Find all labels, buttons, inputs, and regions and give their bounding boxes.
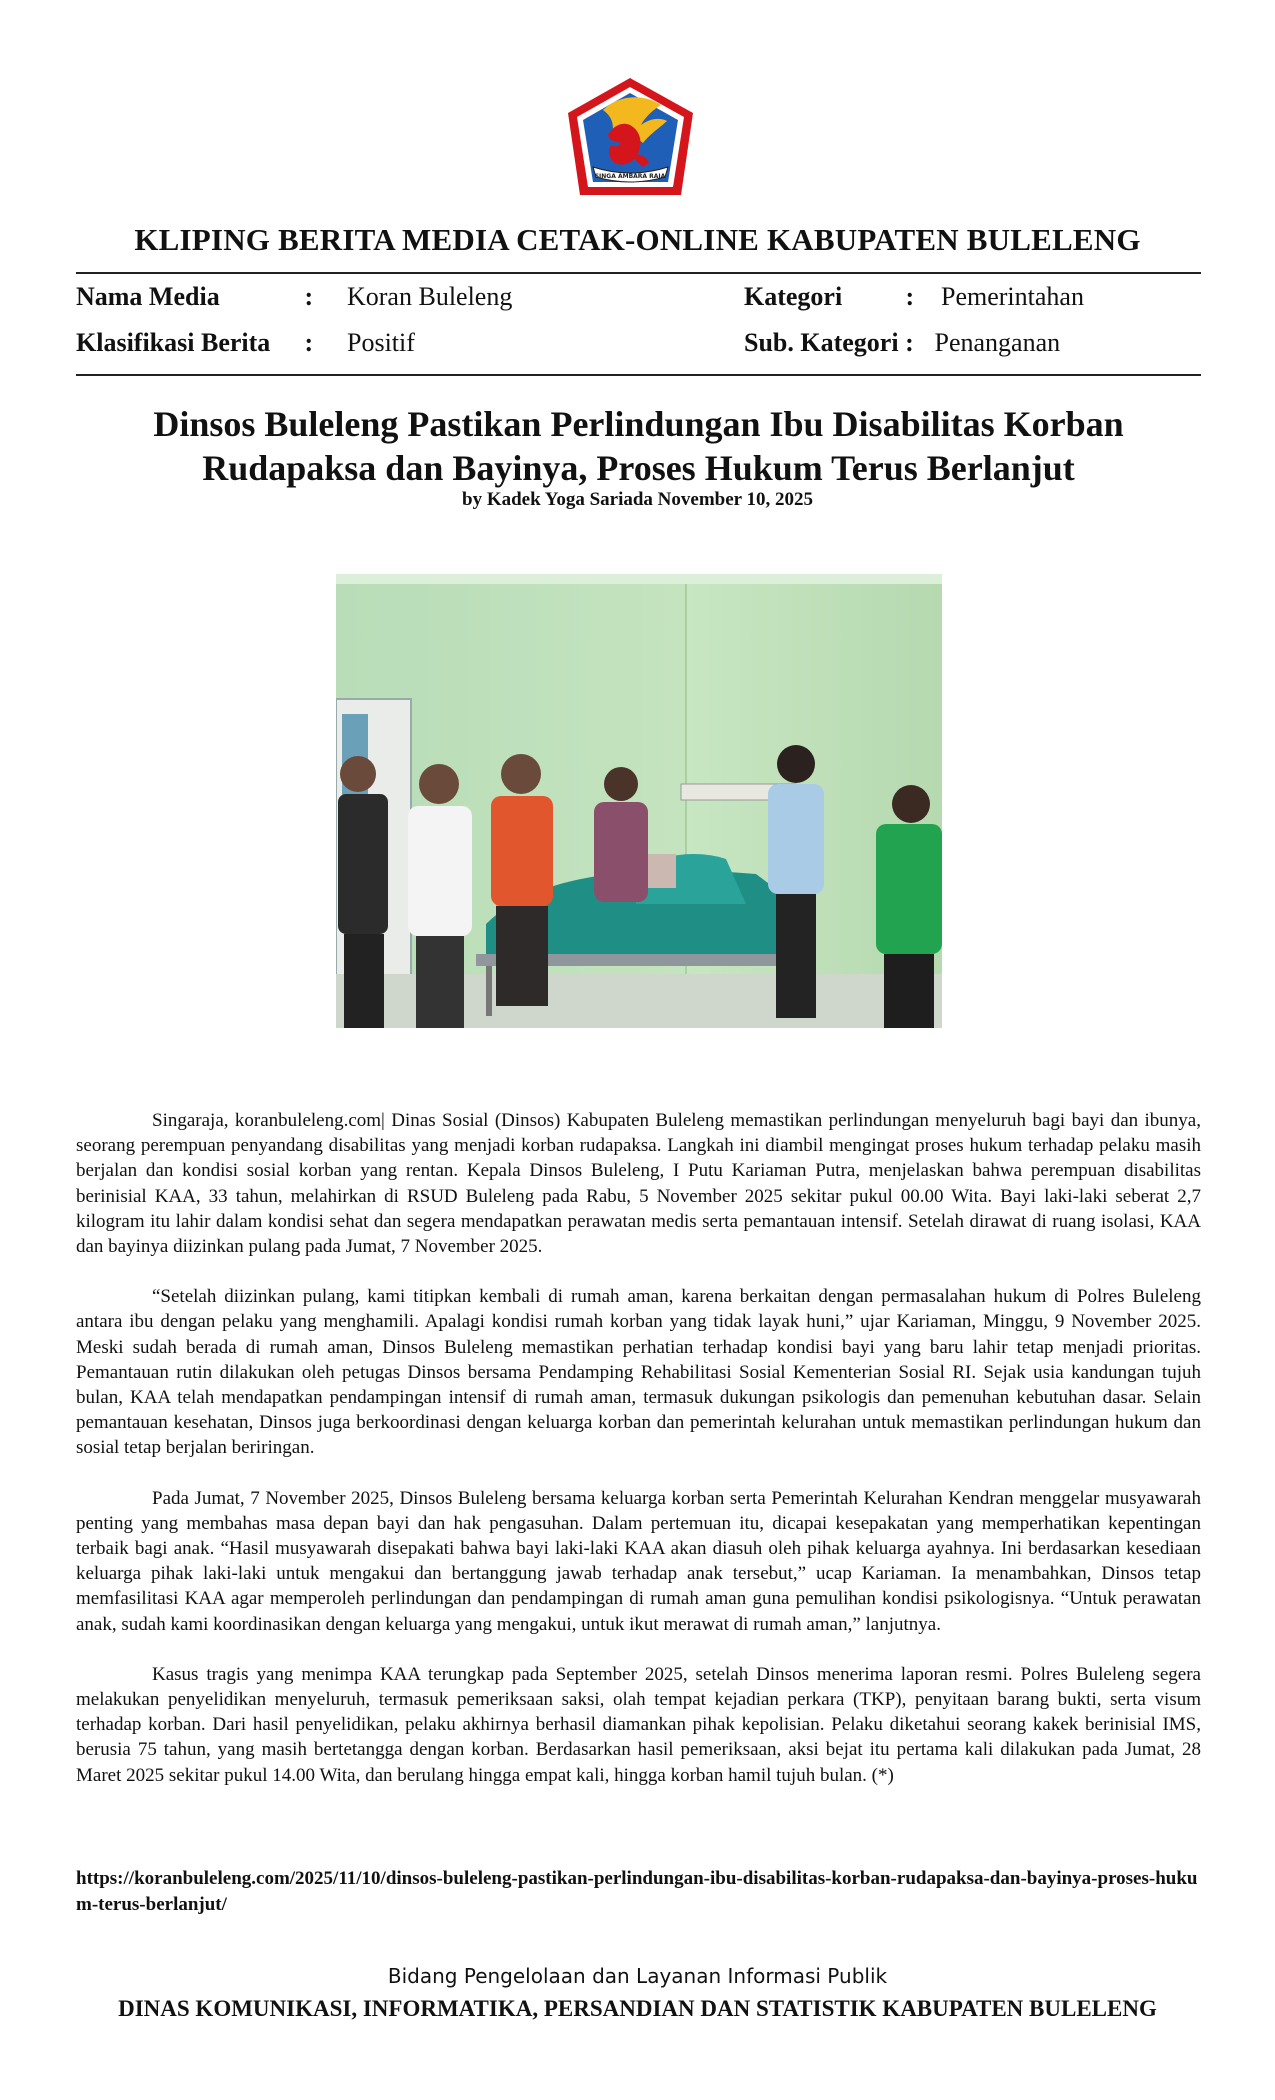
meta-klasifikasi <box>76 328 415 358</box>
meta-subkategori <box>744 328 1060 358</box>
klasifikasi-value: Positif <box>347 328 415 357</box>
article-paragraph-2: “Setelah diizinkan pulang, kami titipkan kembali di rumah aman, karena berkaitan dengan permasalahan hukum di Polres Buleleng antara ibu dengan pelaku yang menghamili. Apalagi kondisi rumah korban yang tidak layak huni,” ujar Kariaman, Minggu, 9 November 2025. Meski sudah berada di rumah aman, Dinsos Buleleng memastikan perhatian terhadap kondisi bayi yang baru lahir tetap menjadi prioritas. Pemantauan rutin dilakukan oleh petugas Dinsos bersama Pendamping Rehabilitasi Sosial Kementerian Sosial RI. Sejak usia kandungan tujuh bulan, KAA telah mendapatkan pendampingan intensif di rumah aman, termasuk dukungan psikologis dan pemenuhan kebutuhan dasar. Selain pemantauan kesehatan, Dinsos juga berkoordinasi dengan keluarga korban dan pemerintah kelurahan untuk memastikan perlindungan hukum dan sosial tetap berjalan beriringan. <box>76 1286 1201 1459</box>
kliping-header-title: KLIPING BERITA MEDIA CETAK-ONLINE KABUPATEN BULELENG <box>134 222 1141 257</box>
article-title <box>76 402 1201 490</box>
media-label: Nama Media <box>76 282 220 311</box>
hospital-room-photo <box>336 574 942 1028</box>
media-value: Koran Buleleng <box>347 282 513 311</box>
article-paragraph-1: Singaraja, koranbuleleng.com| Dinas Sosial (Dinsos) Kabupaten Buleleng memastikan perlindungan menyeluruh bagi bayi dan ibunya, seorang perempuan penyandang disabilitas yang menjadi korban rudapaksa. Langkah ini diambil mengingat proses hukum terhadap pelaku masih berjalan dan kondisi sosial korban yang rentan. Kepala Dinsos Buleleng, I Putu Kariaman Putra, menjelaskan bahwa perempuan disabilitas berinisial KAA, 33 tahun, melahirkan di RSUD Buleleng pada Rabu, 5 November 2025 sekitar pukul 00.00 Wita. Bayi laki-laki seberat 2,7 kilogram itu lahir dalam kondisi sehat dan segera mendapatkan perawatan medis serta pemantauan intensif. Setelah dirawat di ruang isolasi, KAA dan bayinya diizinkan pulang pada Jumat, 7 November 2025. <box>76 1110 1201 1258</box>
footer-department: Bidang Pengelolaan dan Layanan Informasi Publik <box>387 1964 888 1988</box>
article-paragraph-3: Pada Jumat, 7 November 2025, Dinsos Buleleng bersama keluarga korban serta Pemerintah Kelurahan Kendran menggelar musyawarah penting yang membahas masa depan bayi dan hak pengasuhan. Dalam pertemuan itu, dicapai kesepakatan yang memperhatikan kepentingan terbaik bagi anak. “Hasil musyawarah disepakati bahwa bayi laki-laki KAA akan diasuh oleh pihak keluarga ayahnya. Ini berdasarkan kesediaan keluarga pihak laki-laki untuk mengakui dan bertanggung jawab terhadap anak tersebut,” ucap Kariaman. Ia menambahkan, Dinsos tetap memfasilitasi KAA agar memperoleh perlindungan dan pendampingan di rumah aman guna pemulihan kondisi psikologisnya. “Untuk perawatan anak, sudah kami koordinasikan dengan keluarga yang mengakui, untuk ikut merawat di rumah aman,” lanjutnya. <box>76 1487 1201 1635</box>
svg-text:SINGA AMBARA RAJA: SINGA AMBARA RAJA <box>594 173 666 180</box>
klasifikasi-colon: : <box>304 328 314 357</box>
footer-agency: DINAS KOMUNIKASI, INFORMATIKA, PERSANDIAN DAN STATISTIK KABUPATEN BULELENG <box>118 1996 1157 2021</box>
kategori-value: Pemerintahan <box>941 282 1084 311</box>
subkategori-label: Sub. Kategori : <box>744 328 914 357</box>
article-byline: by Kadek Yoga Sariada November 10, 2025 <box>462 489 813 510</box>
article-title-line-2: Rudapaksa dan Bayinya, Proses Hukum Terus Berlanjut <box>202 448 1075 488</box>
header-divider-top <box>76 272 1201 274</box>
emblem-icon <box>563 75 698 200</box>
header-divider-bottom <box>76 374 1201 376</box>
meta-media <box>76 282 512 312</box>
source-url-link[interactable]: https://koranbuleleng.com/2025/11/10/dinsos-buleleng-pastikan-perlindungan-ibu-disabilitas-korban-rudapaksa-dan-bayinya-proses-hukum-terus-berlanjut/ <box>76 1868 1198 1915</box>
kategori-colon: : <box>905 282 915 311</box>
klasifikasi-label: Klasifikasi Berita <box>76 328 271 357</box>
media-colon: : <box>304 282 314 311</box>
article-title-line-1: Dinsos Buleleng Pastikan Perlindungan Ibu Disabilitas Korban <box>153 404 1124 444</box>
article-paragraph-4: Kasus tragis yang menimpa KAA terungkap pada September 2025, setelah Dinsos menerima laporan resmi. Polres Buleleng segera melakukan penyelidikan menyeluruh, termasuk pemeriksaan saksi, olah tempat kejadian perkara (TKP), penyitaan barang bukti, serta visum terhadap korban. Dari hasil penyelidikan, pelaku akhirnya berhasil diamankan pihak kepolisian. Pelaku diketahui seorang kakek berinisial IMS, berusia 75 tahun, yang masih bertetangga dengan korban. Berdasarkan hasil pemeriksaan, aksi bejat itu pertama kali dilakukan pada Jumat, 28 Maret 2025 sekitar pukul 14.00 Wita, dan berulang hingga empat kali, hingga korban hamil tujuh bulan. (*) <box>76 1663 1201 1786</box>
subkategori-value: Penanganan <box>934 328 1061 357</box>
article-body <box>76 1108 1201 1813</box>
meta-kategori <box>744 282 1084 312</box>
kategori-label: Kategori <box>744 282 843 311</box>
